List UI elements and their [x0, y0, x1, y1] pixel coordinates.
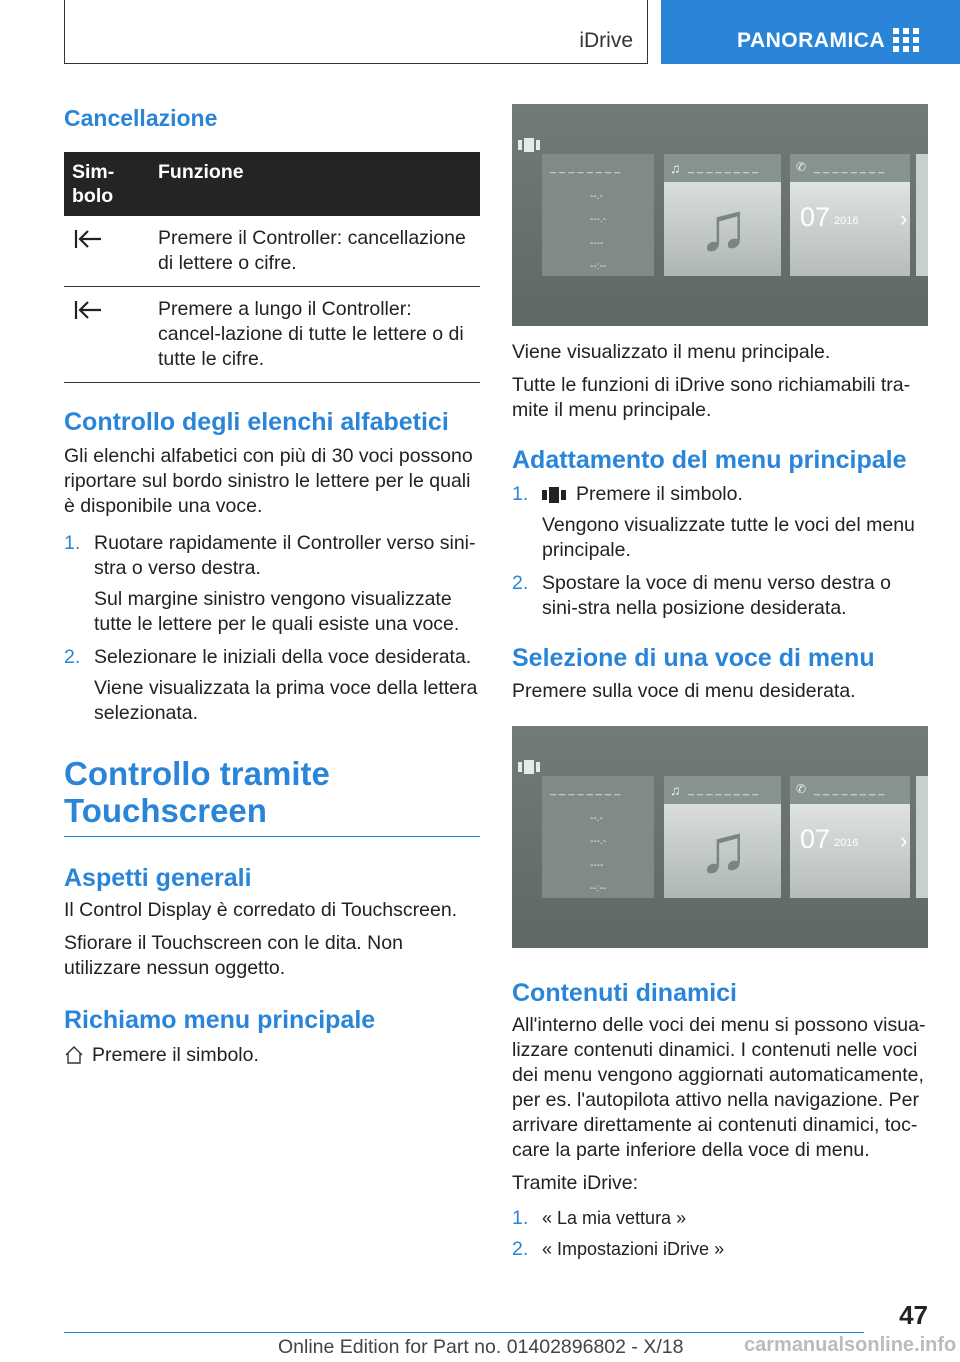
chevron-right-icon[interactable]: › [900, 827, 908, 853]
next-tile-edge [916, 154, 928, 276]
music-note-icon: ♫ [698, 189, 749, 265]
page-number: 47 [899, 1300, 928, 1330]
backspace-arrow-icon [74, 229, 102, 249]
music-note-icon: ♫ [670, 160, 681, 176]
vehicle-status-tile [542, 776, 654, 898]
backspace-arrow-icon [74, 300, 102, 320]
status-value: --:-- [590, 882, 607, 894]
table-row [64, 287, 480, 383]
clock-year: 2016 [834, 836, 859, 849]
list-item [512, 1206, 928, 1231]
step-text: Spostare la voce di menu verso destra o sini-stra nella posizione desiderata. [542, 572, 892, 620]
shown-text: Viene visualizzato il menu principale. [512, 341, 831, 363]
music-note-icon: ♫ [698, 810, 749, 887]
phone-icon: ✆ [796, 160, 807, 174]
step-text: « La mia vettura » [542, 1207, 687, 1228]
dynamic-heading: Contenuti dinamici [512, 978, 737, 1007]
list-item [64, 645, 480, 726]
media-tile-header [664, 154, 781, 182]
list-item [512, 1237, 928, 1262]
dynamic-text: All'interno delle voci dei menu si possono visua-lizzare contenuti dinamici. I contenuti nelle voci dei menu vengono aggiornati automaticamente, per es. l'autopilota attivo nella navigazione. Per arrivare direttamente ai contenuti dinamici, toc-care la parte inferiore della voce di menu. [512, 1013, 926, 1161]
media-tile[interactable] [664, 182, 781, 276]
music-note-icon: ♫ [670, 781, 681, 798]
media-tile-header [664, 776, 781, 804]
heading-rule [64, 836, 480, 837]
clock-day: 07 [800, 202, 831, 232]
touch-heading: Controllo tramite Touchscreen [64, 755, 330, 830]
shown-text-2: Tutte le funzioni di iDrive sono richiamabili tra-mite il menu principale. [512, 374, 911, 421]
table-head-symbol: Sim- bolo [64, 152, 150, 216]
phone-tile-header [790, 776, 910, 804]
status-value: ---.- [590, 214, 607, 225]
left-column [64, 100, 480, 1068]
step-text: Selezionare le iniziali della voce desiderata. [94, 646, 472, 669]
select-text: Premere sulla voce di menu desiderata. [512, 679, 856, 702]
status-value: ---- [590, 859, 604, 871]
menu-arrange-icon [518, 760, 540, 776]
adapt-steps [512, 482, 928, 621]
header-chapter: PANORAMICA [737, 29, 886, 52]
status-value: ---.- [590, 835, 607, 847]
list-item [512, 482, 928, 563]
status-value: ---- [590, 238, 604, 249]
menu-arrange-icon [518, 138, 540, 154]
time-tile[interactable] [790, 182, 910, 276]
list-item [512, 571, 928, 621]
table-cell-function: Premere a lungo il Controller: cancel-lazione di tutte le lettere o di tutte le cifre. [150, 287, 480, 383]
header-chapter-tab[interactable] [661, 0, 960, 64]
menu-arrange-icon [542, 487, 566, 503]
phone-icon: ✆ [796, 781, 807, 796]
alpha-text: Gli elenchi alfabetici con più di 30 voci possono riportare sul bordo sinistro le lettere per le quali è disponibile una voce. [64, 445, 473, 518]
watermark: carmanualsonline.info [744, 1334, 957, 1356]
tile-title-dashes: _ _ _ _ _ _ _ _ [688, 783, 759, 796]
tile-title-dashes: _ _ _ _ _ _ _ _ [814, 162, 885, 174]
idrive-screen-image [512, 104, 928, 326]
status-value: --.- [590, 191, 603, 202]
vehicle-status-tile [542, 154, 654, 276]
step-number: 1. [512, 1206, 529, 1229]
tile-title-dashes: _ _ _ _ _ _ _ _ [550, 162, 621, 174]
header-section: iDrive [579, 29, 633, 52]
alpha-heading: Controllo degli elenchi alfabetici [64, 408, 449, 436]
list-item [64, 531, 480, 637]
step-result: Viene visualizzata la prima voce della lettera selezionata. [94, 677, 478, 725]
clock-year: 2016 [834, 215, 859, 227]
clock-day: 07 [800, 823, 831, 854]
main-menu-text: Premere il simbolo. [92, 1043, 259, 1066]
home-icon [64, 1045, 84, 1065]
table-head-function: Funzione [150, 152, 480, 216]
main-menu-step [64, 1043, 480, 1068]
general-heading: Aspetti generali [64, 864, 252, 893]
adapt-heading: Adattamento del menu principale [512, 446, 907, 474]
grid-icon [893, 28, 919, 52]
function-table [64, 152, 480, 383]
cancel-heading: Cancellazione [64, 105, 218, 131]
time-tile[interactable] [790, 804, 910, 898]
media-tile[interactable] [664, 804, 781, 898]
step-number: 2. [64, 646, 81, 669]
idrive-screen-image [512, 726, 928, 948]
alpha-steps [64, 531, 480, 726]
step-result: Vengono visualizzate tutte le voci del menu principale. [542, 514, 915, 562]
step-number: 2. [512, 572, 529, 595]
main-menu-heading: Richiamo menu principale [64, 1006, 376, 1035]
tile-title-dashes: _ _ _ _ _ _ _ _ [688, 162, 759, 174]
status-value: --.- [590, 812, 603, 824]
status-value: --:-- [590, 261, 607, 272]
edition-text: Online Edition for Part no. 01402896802 - X/18 [278, 1336, 684, 1358]
tile-title-dashes: _ _ _ _ _ _ _ _ [550, 783, 621, 796]
step-number: 1. [512, 483, 529, 506]
header-section-box [64, 0, 648, 64]
step-text: Ruotare rapidamente il Controller verso sini-stra o verso destra. [94, 532, 476, 580]
chevron-right-icon[interactable]: › [900, 206, 908, 231]
table-row [64, 216, 480, 287]
select-heading: Selezione di una voce di menu [512, 644, 875, 673]
phone-tile-header [790, 154, 910, 182]
right-column [512, 104, 928, 1262]
step-number: 2. [512, 1237, 529, 1260]
general-text-2: Sfiorare il Touchscreen con le dita. Non utilizzare nessun oggetto. [64, 932, 403, 980]
step-result: Sul margine sinistro vengono visualizzate tutte le lettere per le quali esiste una voce. [94, 588, 460, 636]
general-text-1: Il Control Display è corredato di Touchscreen. [64, 899, 458, 922]
footer-rule [64, 1332, 864, 1333]
via-steps [512, 1206, 928, 1262]
step-number: 1. [64, 532, 81, 555]
tile-title-dashes: _ _ _ _ _ _ _ _ [814, 783, 885, 796]
step-text: Premere il simbolo. [576, 483, 743, 506]
step-text: « Impostazioni iDrive » [542, 1238, 725, 1259]
next-tile-edge [916, 776, 928, 898]
via-text: Tramite iDrive: [512, 1171, 639, 1194]
table-cell-function: Premere il Controller: cancellazione di lettere o cifre. [150, 216, 480, 287]
